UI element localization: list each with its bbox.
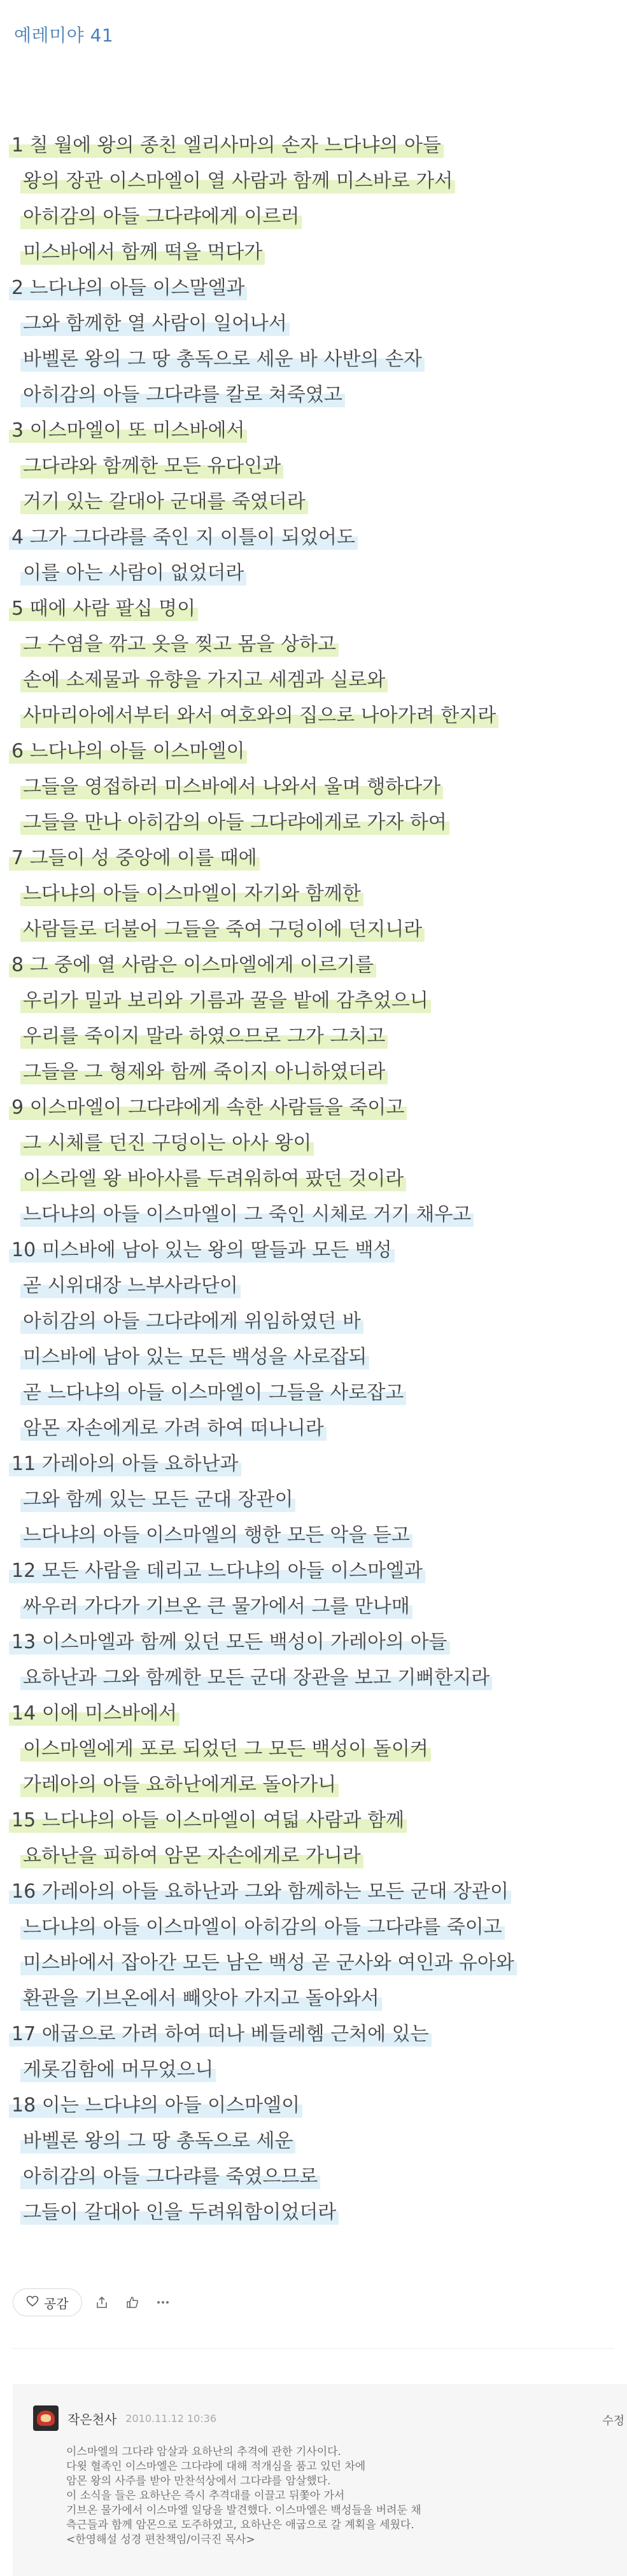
- verse-line: [0, 731, 627, 766]
- verse-line: [0, 944, 627, 980]
- comment-line: 측근들과 함께 암몬으로 도주하였고, 요하난은 애굽으로 갈 계획을 세웠다.: [66, 2519, 414, 2531]
- verse-line: [0, 1158, 627, 1194]
- comment-line: 이 소식을 들은 요하난은 즉시 추격대를 이끌고 뒤쫓아 가서: [66, 2489, 345, 2502]
- verse-text: 4 그가 그다랴를 죽인 지 이틀이 되었어도: [9, 526, 358, 550]
- verse-text: 그와 함께한 열 사람이 일어나서: [20, 312, 290, 336]
- verse-line: [0, 659, 627, 695]
- verse-line: [0, 1229, 627, 1265]
- verse-line: [0, 125, 627, 160]
- verse-text: 요하난을 피하여 암몬 자손에게로 가니라: [20, 1844, 363, 1868]
- verse-line: [0, 1016, 627, 1051]
- verse-line: [0, 1087, 627, 1123]
- verse-line: [0, 837, 627, 873]
- verse-line: [0, 1871, 627, 1907]
- verse-line: [0, 2085, 627, 2120]
- comment-header: [33, 2405, 216, 2431]
- verse-line: [0, 481, 627, 517]
- verse-line: [0, 339, 627, 374]
- verse-text: 그 시체를 던진 구덩이는 아사 왕이: [20, 1131, 314, 1156]
- verse-text: 11 가레아의 아들 요하난과: [9, 1452, 241, 1476]
- comment-line: 암몬 왕의 사주를 받아 만찬석상에서 그다랴를 암살했다.: [66, 2475, 331, 2488]
- comment-box: [13, 2384, 627, 2576]
- verse-text: 미스바에서 함께 떡을 먹다가: [20, 241, 265, 265]
- comment-body: [66, 2445, 601, 2547]
- verse-text: 16 가레아의 아들 요하난과 그와 함께하는 모든 군대 장관이: [9, 1880, 511, 1904]
- comment-line: 다윗 혈족인 이스마엘은 그다랴에 대해 적개심을 품고 있던 차에: [66, 2460, 366, 2473]
- verse-line: [0, 2049, 627, 2085]
- divider: [13, 2348, 614, 2349]
- verse-text: 그들을 그 형제와 함께 죽이지 아니하였더라: [20, 1060, 388, 1084]
- verse-line: [0, 1479, 627, 1515]
- verse-text: 그들을 영접하러 미스바에서 나와서 울며 행하다가: [20, 775, 443, 799]
- verse-text: 그다랴와 함께한 모든 유다인과: [20, 454, 283, 479]
- verse-text: 사람들로 더불어 그들을 죽여 구덩이에 던지니라: [20, 918, 425, 942]
- verse-text: 바벨론 왕의 그 땅 총독으로 세운: [20, 2129, 295, 2153]
- verse-line: [0, 1550, 627, 1586]
- verse-line: [0, 1443, 627, 1479]
- verse-text: 왕의 장관 이스마엘이 열 사람과 함께 미스바로 가서: [20, 169, 455, 193]
- verse-text: 아히감의 아들 그다랴를 칼로 쳐죽였고: [20, 383, 345, 407]
- verse-text: 곧 시위대장 느부사라단이: [20, 1274, 241, 1298]
- verse-text: 13 이스마엘과 함께 있던 모든 백성이 가레아의 아들: [9, 1630, 450, 1655]
- verse-text: 9 이스마엘이 그다랴에게 속한 사람들을 죽이고: [9, 1096, 407, 1120]
- more-icon[interactable]: [152, 2292, 174, 2313]
- verse-line: [0, 802, 627, 837]
- verse-text: 2 느다냐의 아들 이스말엘과: [9, 276, 247, 300]
- verse-text: 17 애굽으로 가려 하여 떠나 베들레헴 근처에 있는: [9, 2022, 432, 2047]
- verse-text: 아히감의 아들 그다랴에게 이르러: [20, 205, 302, 229]
- comment-date: 2010.11.12 10:36: [125, 2412, 217, 2425]
- verse-text: 8 그 중에 열 사람은 이스마엘에게 이르기를: [9, 953, 376, 977]
- thumbs-icon[interactable]: [122, 2292, 143, 2313]
- verse-text: 18 이는 느다냐의 아들 이스마엘이: [9, 2094, 302, 2118]
- verse-line: [0, 766, 627, 802]
- verse-text: 우리가 밀과 보리와 기름과 꿀을 밭에 감추었으니: [20, 989, 431, 1013]
- verse-line: [0, 2013, 627, 2049]
- verse-text: 그들이 갈대아 인을 두려워함이었더라: [20, 2201, 339, 2225]
- verse-line: [0, 1728, 627, 1764]
- verse-line: [0, 980, 627, 1016]
- verse-line: [0, 2156, 627, 2192]
- verse-line: [0, 1301, 627, 1336]
- verse-text: 14 이에 미스바에서: [9, 1702, 180, 1726]
- verse-text: 느다냐의 아들 이스마엘의 행한 모든 악을 듣고: [20, 1523, 412, 1548]
- verse-text: 미스바에 남아 있는 모든 백성을 사로잡되: [20, 1345, 369, 1369]
- verse-line: [0, 1835, 627, 1871]
- verse-line: [0, 1265, 627, 1301]
- verse-line: [0, 1123, 627, 1158]
- verse-text: 아히감의 아들 그다랴를 죽였으므로: [20, 2165, 320, 2189]
- verse-list: [0, 125, 627, 2227]
- verse-text: 환관을 기브온에서 빼앗아 가지고 돌아와서: [20, 1987, 382, 2011]
- verse-line: [0, 445, 627, 481]
- verse-line: [0, 517, 627, 552]
- verse-text: 싸우러 가다가 기브온 큰 물가에서 그를 만나매: [20, 1595, 412, 1619]
- verse-text: 아히감의 아들 그다랴에게 위임하였던 바: [20, 1310, 363, 1334]
- verse-line: [0, 624, 627, 659]
- verse-text: 사마리아에서부터 와서 여호와의 집으로 나아가려 한지라: [20, 704, 498, 728]
- verse-text: 그들을 만나 아히감의 아들 그다랴에게로 가자 하여: [20, 811, 449, 835]
- share-icon[interactable]: [91, 2292, 113, 2313]
- post-actions: [13, 2288, 174, 2316]
- like-label: 공감: [44, 2295, 69, 2311]
- verse-line: [0, 374, 627, 410]
- verse-line: [0, 1764, 627, 1800]
- verse-line: [0, 160, 627, 196]
- verse-line: [0, 1800, 627, 1835]
- verse-line: [0, 1978, 627, 2013]
- verse-line: [0, 410, 627, 445]
- verse-line: [0, 588, 627, 624]
- verse-line: [0, 695, 627, 731]
- verse-text: 암몬 자손에게로 가려 하여 떠나니라: [20, 1417, 327, 1441]
- verse-text: 손에 소제물과 유향을 가지고 세겜과 실로와: [20, 668, 388, 692]
- verse-text: 7 그들이 성 중앙에 이를 때에: [9, 846, 260, 871]
- verse-line: [0, 552, 627, 588]
- verse-text: 느다냐의 아들 이스마엘이 아히감의 아들 그다랴를 죽이고: [20, 1915, 505, 1940]
- verse-text: 10 미스바에 남아 있는 왕의 딸들과 모든 백성: [9, 1238, 395, 1263]
- comment-line: 기브온 물가에서 이스마엘 일당을 발견했다. 이스마엘은 백성들을 버려둔 채: [66, 2504, 421, 2517]
- verse-line: [0, 232, 627, 267]
- verse-text: 6 느다냐의 아들 이스마엘이: [9, 739, 247, 764]
- verse-line: [0, 2120, 627, 2156]
- post-title: 예레미야 41: [14, 25, 114, 46]
- verse-line: [0, 196, 627, 232]
- verse-line: [0, 2192, 627, 2227]
- verse-text: 느다냐의 아들 이스마엘이 자기와 함께한: [20, 882, 363, 906]
- verse-line: [0, 909, 627, 944]
- verse-text: 요하난과 그와 함께한 모든 군대 장관을 보고 기뻐한지라: [20, 1666, 492, 1690]
- verse-line: [0, 1907, 627, 1942]
- verse-text: 12 모든 사람을 데리고 느다냐의 아들 이스마엘과: [9, 1559, 425, 1583]
- verse-text: 그와 함께 있는 모든 군대 장관이: [20, 1488, 295, 1512]
- verse-line: [0, 1051, 627, 1087]
- comment-author[interactable]: 작은천사: [67, 2411, 117, 2427]
- verse-line: [0, 1515, 627, 1550]
- verse-line: [0, 1657, 627, 1693]
- verse-line: [0, 1586, 627, 1621]
- verse-text: 3 이스마엘이 또 미스바에서: [9, 419, 247, 443]
- verse-line: [0, 873, 627, 909]
- verse-line: [0, 1336, 627, 1372]
- verse-line: [0, 1372, 627, 1408]
- verse-text: 미스바에서 잡아간 모든 남은 백성 곧 군사와 여인과 유아와: [20, 1951, 517, 1975]
- like-button[interactable]: [13, 2288, 82, 2316]
- verse-text: 곧 느다냐의 아들 이스마엘이 그들을 사로잡고: [20, 1381, 406, 1405]
- verse-text: 그 수염을 깎고 옷을 찢고 몸을 상하고: [20, 633, 339, 657]
- verse-line: [0, 267, 627, 303]
- verse-text: 15 느다냐의 아들 이스마엘이 여덟 사람과 함께: [9, 1809, 407, 1833]
- verse-text: 게롯김함에 머무었으니: [20, 2058, 216, 2082]
- avatar[interactable]: [33, 2405, 59, 2431]
- verse-line: [0, 1408, 627, 1443]
- verse-line: [0, 1194, 627, 1229]
- verse-line: [0, 1621, 627, 1657]
- verse-text: 거기 있는 갈대아 군대를 죽였더라: [20, 490, 308, 514]
- verse-text: 1 칠 월에 왕의 종친 엘리사마의 손자 느다냐의 아들: [9, 134, 444, 158]
- verse-text: 5 때에 사람 팔십 명이: [9, 597, 198, 621]
- verse-text: 우리를 죽이지 말라 하였으므로 그가 그치고: [20, 1025, 388, 1049]
- comment-line: 이스마엘의 그다랴 암살과 요하난의 추격에 관한 기사이다.: [66, 2446, 341, 2458]
- verse-text: 가레아의 아들 요하난에게로 돌아가니: [20, 1773, 339, 1797]
- verse-line: [0, 1942, 627, 1978]
- verse-text: 바벨론 왕의 그 땅 총독으로 세운 바 사반의 손자: [20, 347, 425, 372]
- verse-text: 이스마엘에게 포로 되었던 그 모든 백성이 돌이켜: [20, 1737, 431, 1761]
- edit-link[interactable]: 수정: [602, 2414, 624, 2428]
- verse-text: 이를 아는 사람이 없었더라: [20, 561, 246, 585]
- verse-text: 느다냐의 아들 이스마엘이 그 죽인 시체로 거기 채우고: [20, 1203, 474, 1227]
- comment-line: <한영해설 성경 편찬책임/이극진 목사>: [66, 2533, 255, 2546]
- heart-icon: [26, 2295, 39, 2310]
- verse-line: [0, 303, 627, 339]
- verse-line: [0, 1693, 627, 1728]
- verse-text: 이스라엘 왕 바아사를 두려워하여 팠던 것이라: [20, 1167, 406, 1191]
